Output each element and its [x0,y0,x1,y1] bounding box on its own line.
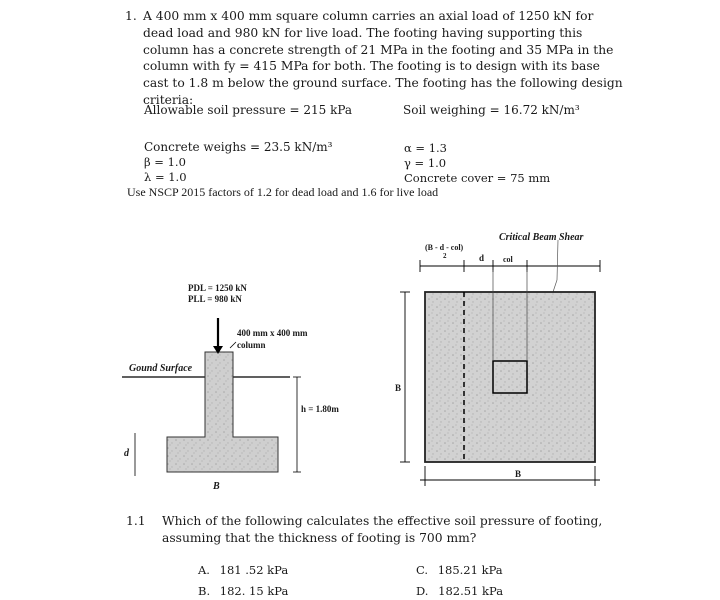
pll-label: PLL = 980 kN [188,294,242,304]
criteria-gamma: γ = 1.0 [404,156,447,170]
criteria-lambda: λ = 1.0 [144,170,187,184]
option-b-value: 182. 15 kPa [219,584,289,598]
height-label: h = 1.80m [301,404,339,414]
dim-label-top: (B - d - col) [425,243,464,252]
question-text: Which of the following calculates the effective soil pressure of footing, assuming that the thickness of footing is 700 mm? [162,514,603,545]
option-d[interactable] [416,584,503,598]
option-d-letter: D. [416,584,429,598]
footing-width-label: B [213,481,220,492]
column-label-2: column [237,340,266,350]
ground-surface-label: Gound Surface [129,363,193,374]
footing-plan-figure [395,240,620,500]
pdl-label: PDL = 1250 kN [188,283,247,293]
column-label-1: 400 mm x 400 mm [237,328,308,338]
option-d-value: 182.51 kPa [438,584,504,598]
option-a-value: 181 .52 kPa [219,563,289,577]
criteria-beta: β = 1.0 [144,155,186,169]
plan-bottom-b-label: B [515,469,522,479]
footing-section-figure [110,270,360,500]
option-b-letter: B. [198,584,211,598]
criteria-concrete-weight: Concrete weighs = 23.5 kN/m³ [144,140,333,154]
option-a[interactable] [198,563,288,577]
nscp-note: Use NSCP 2015 factors of 1.2 for dead load and 1.6 for live load [127,185,439,199]
d-label: d [124,448,129,459]
option-c-letter: C. [416,563,429,577]
problem-text: A 400 mm x 400 mm square column carries an axial load of 1250 kN for dead load and 980 kN for live load. The footing having supporting this column has a concrete strength of 21 MPa in the footing and 35 MPa in the column with fy = 415 MPa for both. The footing is to design with its base cast to 1.8 m below the ground surface. The footing has the following design criteria: [143,9,623,107]
option-c[interactable] [416,563,503,577]
criteria-soil-pressure: Allowable soil pressure = 215 kPa [144,103,353,117]
problem-statement [126,8,626,109]
col-dim-label: col [503,255,513,264]
question-number: 1.1 [126,514,146,528]
column-leader [230,342,236,348]
criteria-alpha: α = 1.3 [404,141,448,155]
d-dim-label: d [479,253,485,263]
criteria-cover: Concrete cover = 75 mm [404,171,551,185]
footing-plan [425,292,595,462]
criteria-soil-weight: Soil weighing = 16.72 kN/m³ [403,103,580,117]
plan-side-b-label: B [395,383,402,393]
option-c-value: 185.21 kPa [437,563,503,577]
problem-number: 1. [125,9,137,23]
dim-label-bottom: 2 [443,252,447,260]
critical-beam-shear-title: Critical Beam Shear [499,232,584,243]
option-a-letter: A. [198,563,210,577]
option-b[interactable] [198,584,288,598]
